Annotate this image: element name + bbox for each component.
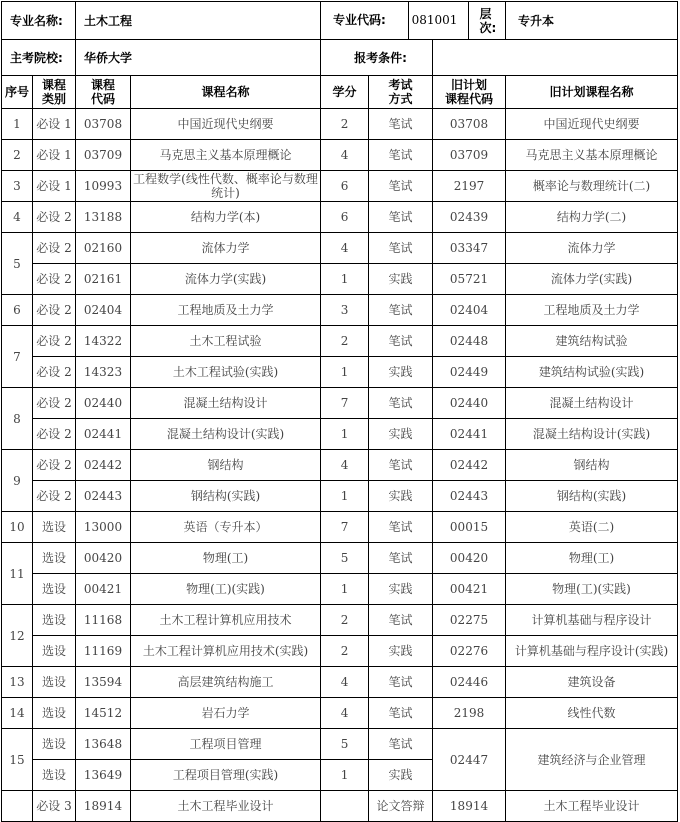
course-code: 13000 [76, 512, 131, 543]
course-name: 钢结构(实践) [131, 481, 321, 512]
level: 专升本 [506, 2, 678, 40]
course-credit: 1 [321, 760, 369, 791]
course-name: 马克思主义基本原理概论 [131, 140, 321, 171]
exam-method: 笔试 [369, 543, 433, 574]
course-type: 选设 [33, 574, 76, 605]
old-course-code: 02404 [433, 295, 506, 326]
table-row [2, 729, 678, 760]
exam-method: 笔试 [369, 729, 433, 760]
table-row [2, 574, 678, 605]
course-credit: 4 [321, 233, 369, 264]
header-old-name: 旧计划课程名称 [506, 76, 678, 109]
table-row [2, 109, 678, 140]
level-label: 层次: [479, 6, 497, 35]
course-code: 02442 [76, 450, 131, 481]
course-name: 工程数学(线性代数、概率论与数理统计) [131, 171, 321, 202]
table-row [2, 667, 678, 698]
header-code: 课程 代码 [76, 76, 131, 109]
seq-cell [2, 791, 33, 822]
exam-method: 笔试 [369, 295, 433, 326]
course-code: 02404 [76, 295, 131, 326]
course-type: 必设 2 [33, 450, 76, 481]
course-code: 13649 [76, 760, 131, 791]
exam-method: 实践 [369, 636, 433, 667]
course-type: 必设 2 [33, 326, 76, 357]
course-credit: 4 [321, 698, 369, 729]
course-credit: 6 [321, 171, 369, 202]
course-credit: 2 [321, 636, 369, 667]
course-type: 必设 2 [33, 357, 76, 388]
exam-method: 笔试 [369, 202, 433, 233]
course-type: 选设 [33, 729, 76, 760]
old-course-code: 00015 [433, 512, 506, 543]
course-code: 13188 [76, 202, 131, 233]
table-row [2, 264, 678, 295]
seq-cell: 4 [2, 202, 33, 233]
course-code: 02441 [76, 419, 131, 450]
exam-method: 笔试 [369, 233, 433, 264]
course-type: 选设 [33, 512, 76, 543]
course-code: 00421 [76, 574, 131, 605]
requirement [433, 40, 678, 76]
exam-method: 笔试 [369, 698, 433, 729]
seq-cell: 3 [2, 171, 33, 202]
old-course-name: 混凝土结构设计 [506, 388, 678, 419]
table-row [2, 326, 678, 357]
course-type: 必设 1 [33, 109, 76, 140]
course-type: 必设 2 [33, 233, 76, 264]
course-code: 02443 [76, 481, 131, 512]
old-course-name: 流体力学 [506, 233, 678, 264]
old-course-code: 02440 [433, 388, 506, 419]
course-type: 选设 [33, 543, 76, 574]
old-course-name: 线性代数 [506, 698, 678, 729]
table-row [2, 171, 678, 202]
old-course-code: 2197 [433, 171, 506, 202]
exam-method: 笔试 [369, 450, 433, 481]
seq-cell: 9 [2, 450, 33, 512]
old-course-code: 03708 [433, 109, 506, 140]
course-code: 00420 [76, 543, 131, 574]
old-course-code: 2198 [433, 698, 506, 729]
old-course-code: 00421 [433, 574, 506, 605]
old-course-code: 02447 [433, 729, 506, 791]
course-name: 中国近现代史纲要 [131, 109, 321, 140]
exam-method: 实践 [369, 574, 433, 605]
course-name: 工程地质及土力学 [131, 295, 321, 326]
course-type: 选设 [33, 605, 76, 636]
course-type: 必设 2 [33, 388, 76, 419]
course-type: 必设 1 [33, 140, 76, 171]
course-code: 02160 [76, 233, 131, 264]
old-course-code: 02448 [433, 326, 506, 357]
header-exam: 考试 方式 [369, 76, 433, 109]
major-code-cell [321, 2, 506, 40]
course-name: 岩石力学 [131, 698, 321, 729]
exam-method: 实践 [369, 760, 433, 791]
course-code: 11168 [76, 605, 131, 636]
course-type: 必设 1 [33, 171, 76, 202]
course-name: 高层建筑结构施工 [131, 667, 321, 698]
course-type: 必设 2 [33, 264, 76, 295]
table-row [2, 481, 678, 512]
major-name-label: 专业名称: [2, 2, 76, 40]
exam-method: 笔试 [369, 512, 433, 543]
course-name: 结构力学(本) [131, 202, 321, 233]
course-type: 选设 [33, 636, 76, 667]
table-row [2, 698, 678, 729]
major-code-label: 专业代码: [321, 2, 409, 39]
course-name: 土木工程计算机应用技术(实践) [131, 636, 321, 667]
exam-method: 笔试 [369, 109, 433, 140]
seq-cell: 5 [2, 233, 33, 295]
exam-method: 笔试 [369, 171, 433, 202]
seq-cell: 2 [2, 140, 33, 171]
course-code: 02161 [76, 264, 131, 295]
school: 华侨大学 [76, 40, 321, 76]
seq-cell: 12 [2, 605, 33, 667]
course-credit: 1 [321, 357, 369, 388]
old-course-name: 流体力学(实践) [506, 264, 678, 295]
course-name: 土木工程计算机应用技术 [131, 605, 321, 636]
old-course-code: 02443 [433, 481, 506, 512]
old-course-name: 工程地质及土力学 [506, 295, 678, 326]
course-name: 物理(工) [131, 543, 321, 574]
course-credit: 1 [321, 264, 369, 295]
course-code: 02440 [76, 388, 131, 419]
old-course-code: 03709 [433, 140, 506, 171]
header-name: 课程名称 [131, 76, 321, 109]
course-plan-table [1, 1, 678, 822]
course-name: 土木工程毕业设计 [131, 791, 321, 822]
seq-cell: 10 [2, 512, 33, 543]
table-row [2, 512, 678, 543]
course-name: 混凝土结构设计 [131, 388, 321, 419]
exam-method: 实践 [369, 357, 433, 388]
course-credit: 4 [321, 450, 369, 481]
course-credit: 2 [321, 326, 369, 357]
course-name: 混凝土结构设计(实践) [131, 419, 321, 450]
course-type: 选设 [33, 698, 76, 729]
course-code: 13648 [76, 729, 131, 760]
course-type: 必设 2 [33, 202, 76, 233]
course-code: 11169 [76, 636, 131, 667]
course-credit: 7 [321, 388, 369, 419]
table-row [2, 450, 678, 481]
course-credit: 5 [321, 729, 369, 760]
old-course-code: 02446 [433, 667, 506, 698]
table-row [2, 791, 678, 822]
course-credit: 4 [321, 667, 369, 698]
old-course-name: 钢结构 [506, 450, 678, 481]
course-code: 14512 [76, 698, 131, 729]
exam-method: 实践 [369, 481, 433, 512]
course-type: 必设 2 [33, 419, 76, 450]
old-course-name: 计算机基础与程序设计 [506, 605, 678, 636]
old-course-name: 物理(工)(实践) [506, 574, 678, 605]
course-credit: 5 [321, 543, 369, 574]
course-credit: 1 [321, 574, 369, 605]
table-row [2, 140, 678, 171]
header-credit: 学分 [321, 76, 369, 109]
course-code: 13594 [76, 667, 131, 698]
course-credit: 4 [321, 140, 369, 171]
old-course-name: 建筑设备 [506, 667, 678, 698]
seq-cell: 11 [2, 543, 33, 605]
old-course-code: 02275 [433, 605, 506, 636]
table-row [2, 636, 678, 667]
header-old-code: 旧计划 课程代码 [433, 76, 506, 109]
old-course-name: 马克思主义基本原理概论 [506, 140, 678, 171]
table-row [2, 388, 678, 419]
table-row [2, 543, 678, 574]
course-name: 工程项目管理(实践) [131, 760, 321, 791]
course-credit: 1 [321, 419, 369, 450]
course-code: 10993 [76, 171, 131, 202]
table-row [2, 357, 678, 388]
table-row [2, 202, 678, 233]
course-credit: 2 [321, 109, 369, 140]
major-code: 081001 [409, 2, 470, 39]
table-row [2, 419, 678, 450]
old-course-name: 建筑经济与企业管理 [506, 729, 678, 791]
course-name: 英语（专升本） [131, 512, 321, 543]
old-course-code: 05721 [433, 264, 506, 295]
school-label: 主考院校: [2, 40, 76, 76]
old-course-name: 结构力学(二) [506, 202, 678, 233]
old-course-name: 中国近现代史纲要 [506, 109, 678, 140]
major-name: 土木工程 [76, 2, 321, 40]
old-course-code: 18914 [433, 791, 506, 822]
exam-method: 笔试 [369, 667, 433, 698]
old-course-code: 02449 [433, 357, 506, 388]
seq-cell: 6 [2, 295, 33, 326]
seq-cell: 8 [2, 388, 33, 450]
course-name: 土木工程试验(实践) [131, 357, 321, 388]
course-name: 钢结构 [131, 450, 321, 481]
exam-method: 笔试 [369, 388, 433, 419]
course-credit [321, 791, 369, 822]
old-course-code: 02439 [433, 202, 506, 233]
header-seq: 序号 [2, 76, 33, 109]
requirement-label: 报考条件: [321, 40, 433, 76]
seq-cell: 13 [2, 667, 33, 698]
course-code: 18914 [76, 791, 131, 822]
old-course-code: 02276 [433, 636, 506, 667]
course-type: 必设 2 [33, 295, 76, 326]
course-type: 选设 [33, 760, 76, 791]
course-code: 03709 [76, 140, 131, 171]
table-row [2, 605, 678, 636]
seq-cell: 14 [2, 698, 33, 729]
old-course-name: 钢结构(实践) [506, 481, 678, 512]
table-row [2, 295, 678, 326]
exam-method: 笔试 [369, 326, 433, 357]
course-code: 14323 [76, 357, 131, 388]
exam-method: 论文答辩 [369, 791, 433, 822]
old-course-name: 混凝土结构设计(实践) [506, 419, 678, 450]
seq-cell: 1 [2, 109, 33, 140]
header-type: 课程 类别 [33, 76, 76, 109]
old-course-code: 00420 [433, 543, 506, 574]
old-course-name: 计算机基础与程序设计(实践) [506, 636, 678, 667]
exam-method: 实践 [369, 419, 433, 450]
course-name: 工程项目管理 [131, 729, 321, 760]
old-course-code: 02441 [433, 419, 506, 450]
course-name: 流体力学(实践) [131, 264, 321, 295]
course-name: 物理(工)(实践) [131, 574, 321, 605]
old-course-name: 物理(工) [506, 543, 678, 574]
course-credit: 7 [321, 512, 369, 543]
old-course-name: 建筑结构试验 [506, 326, 678, 357]
exam-method: 实践 [369, 264, 433, 295]
course-credit: 2 [321, 605, 369, 636]
exam-method: 笔试 [369, 605, 433, 636]
exam-method: 笔试 [369, 140, 433, 171]
old-course-name: 土木工程毕业设计 [506, 791, 678, 822]
course-code: 03708 [76, 109, 131, 140]
course-credit: 3 [321, 295, 369, 326]
old-course-code: 02442 [433, 450, 506, 481]
course-name: 流体力学 [131, 233, 321, 264]
old-course-name: 概率论与数理统计(二) [506, 171, 678, 202]
course-name: 土木工程试验 [131, 326, 321, 357]
course-type: 必设 2 [33, 481, 76, 512]
course-code: 14322 [76, 326, 131, 357]
old-course-name: 英语(二) [506, 512, 678, 543]
course-credit: 1 [321, 481, 369, 512]
old-course-name: 建筑结构试验(实践) [506, 357, 678, 388]
course-type: 必设 3 [33, 791, 76, 822]
course-type: 选设 [33, 667, 76, 698]
old-course-code: 03347 [433, 233, 506, 264]
table-row [2, 233, 678, 264]
seq-cell: 15 [2, 729, 33, 791]
seq-cell: 7 [2, 326, 33, 388]
course-credit: 6 [321, 202, 369, 233]
